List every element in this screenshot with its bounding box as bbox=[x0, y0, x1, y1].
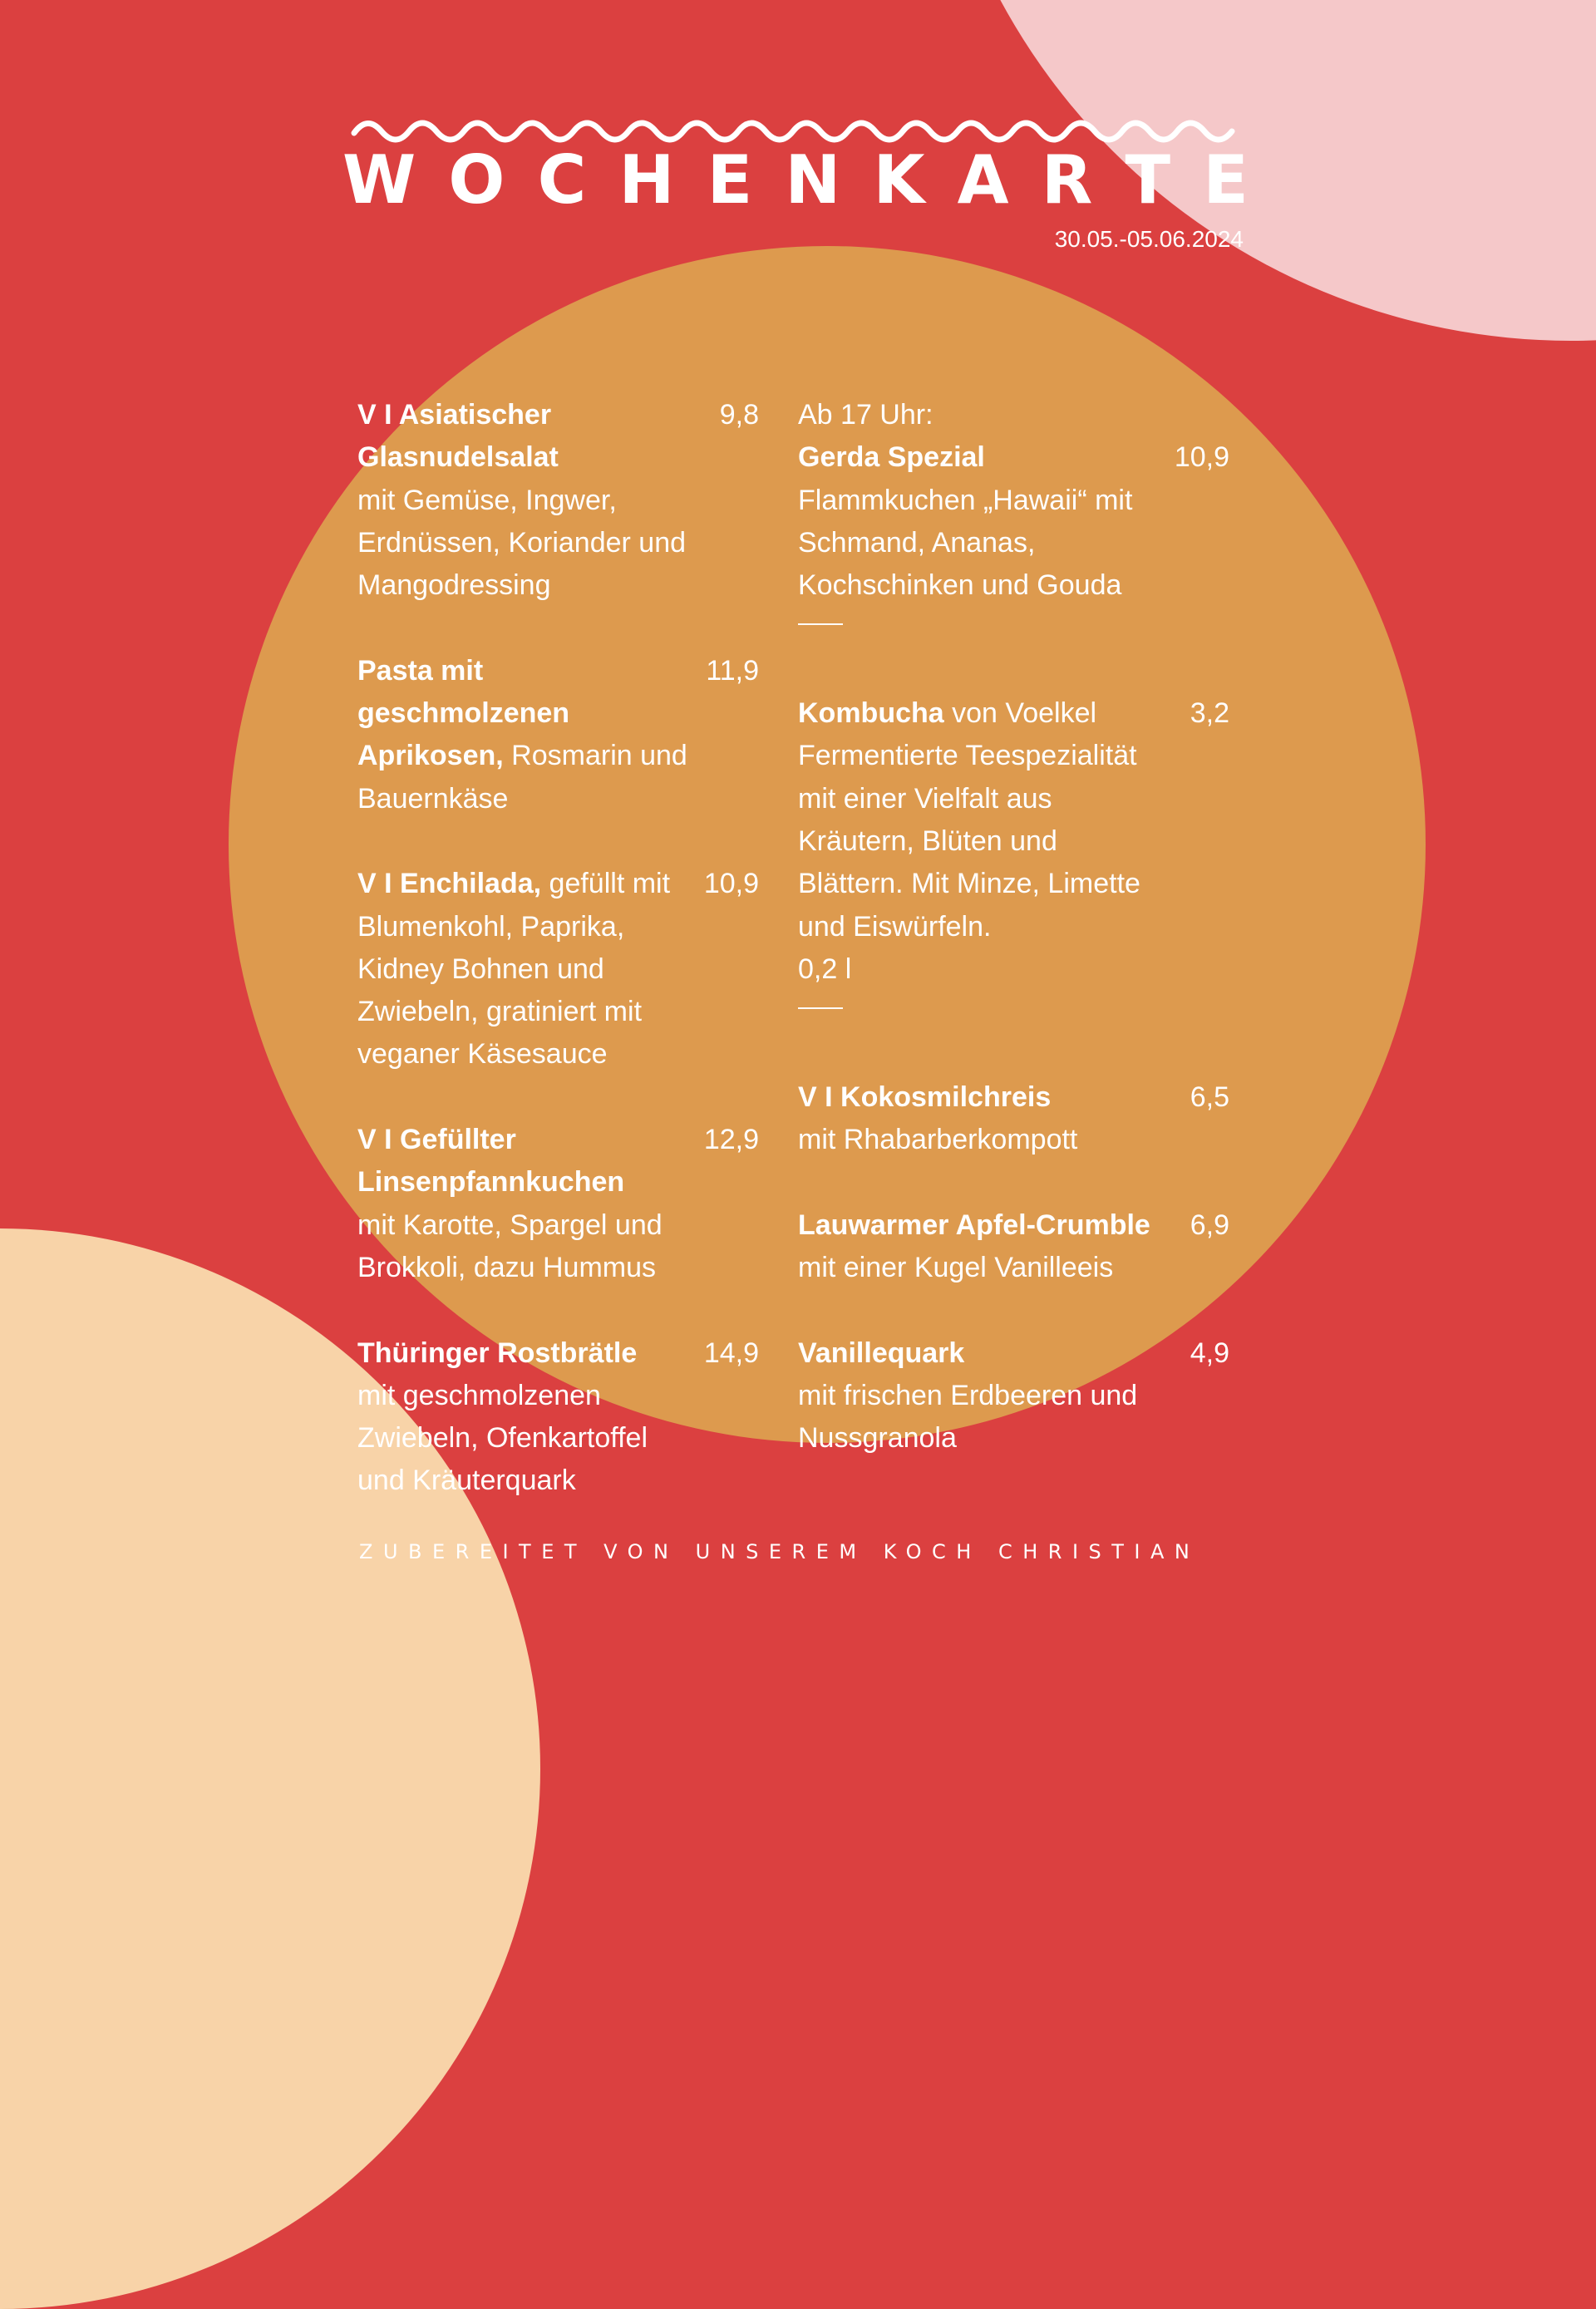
item-price: 9,8 bbox=[719, 399, 759, 431]
item-name: V I Asiatischer Glasnudelsalat bbox=[357, 399, 559, 474]
item-desc: mit frischen Erdbeeren und Nussgranola bbox=[798, 1379, 1138, 1455]
evening-label: Ab 17 Uhr: bbox=[798, 399, 933, 431]
item-name: Gerda Spezial bbox=[798, 441, 985, 474]
item-desc: Rosmarin und Bauernkäse bbox=[357, 740, 687, 815]
menu-item bbox=[798, 692, 1229, 991]
item-desc: mit Karotte, Spargel und Brokkoli, dazu Hummus bbox=[357, 1209, 663, 1283]
menu-item bbox=[357, 394, 759, 607]
item-price: 10,9 bbox=[703, 868, 759, 900]
item-price: 12,9 bbox=[703, 1124, 759, 1156]
divider bbox=[798, 991, 1229, 1033]
menu-item bbox=[357, 1119, 759, 1289]
item-name: V I Kokosmilchreis bbox=[798, 1081, 1052, 1113]
item-price: 4,9 bbox=[1190, 1337, 1229, 1369]
menu-item bbox=[798, 436, 1229, 607]
item-desc: Flammkuchen „Hawaii“ mit Schmand, Ananas, Kochschinken und Gouda bbox=[798, 484, 1133, 602]
menu-column-left bbox=[357, 394, 759, 1503]
item-name: Vanillequark bbox=[798, 1337, 965, 1369]
divider bbox=[798, 607, 1229, 649]
item-name: Thüringer Rostbrätle bbox=[357, 1337, 638, 1369]
item-name: V I Gefüllter Linsenpfannkuchen bbox=[357, 1124, 625, 1199]
item-name-suffix: von Voelkel bbox=[952, 697, 1097, 730]
item-desc: mit Gemüse, Ingwer, Erdnüssen, Koriander und Mangodressing bbox=[357, 484, 687, 602]
item-desc: gefüllt mit Blumenkohl, Paprika, Kidney Bohnen und Zwiebeln, gratiniert mit veganer Käsesauce bbox=[357, 868, 671, 1071]
item-price: 6,9 bbox=[1190, 1209, 1229, 1241]
menu-item bbox=[798, 1204, 1229, 1290]
item-volume: 0,2 l bbox=[798, 953, 852, 985]
footer-credit: ZUBEREITET VON UNSEREM KOCH CHRISTIAN bbox=[359, 1540, 1200, 1563]
item-price: 3,2 bbox=[1190, 697, 1229, 730]
menu-item bbox=[357, 1332, 759, 1503]
menu-item bbox=[357, 863, 759, 1076]
item-price: 10,9 bbox=[1174, 441, 1229, 474]
item-desc: mit Rhabarberkompott bbox=[798, 1124, 1078, 1156]
menu-column-right bbox=[798, 394, 1229, 1460]
item-name: Lauwarmer Apfel-Crumble bbox=[798, 1209, 1150, 1241]
menu-item bbox=[357, 650, 759, 820]
item-name: Pasta mit geschmolzenen Aprikosen, bbox=[357, 654, 570, 772]
item-price: 11,9 bbox=[706, 654, 759, 687]
item-desc: Fermentierte Teespezialität mit einer Vielfalt aus Kräutern, Blüten und Blättern. Mit Minze, Limette und Eiswürfeln. bbox=[798, 740, 1140, 943]
item-price: 6,5 bbox=[1190, 1081, 1229, 1113]
item-price: 14,9 bbox=[703, 1337, 759, 1369]
menu-item bbox=[798, 1332, 1229, 1460]
item-desc: mit geschmolzenen Zwiebeln, Ofenkartoffel und Kräuterquark bbox=[357, 1379, 648, 1497]
date-range: 30.05.-05.06.2024 bbox=[1054, 226, 1244, 252]
item-name: V I Enchilada, bbox=[357, 868, 542, 900]
menu-item bbox=[798, 1076, 1229, 1162]
page-title: W O C H E N K A R T E bbox=[342, 141, 1249, 219]
item-name: Kombucha bbox=[798, 697, 944, 730]
item-desc: mit einer Kugel Vanilleeis bbox=[798, 1251, 1114, 1283]
